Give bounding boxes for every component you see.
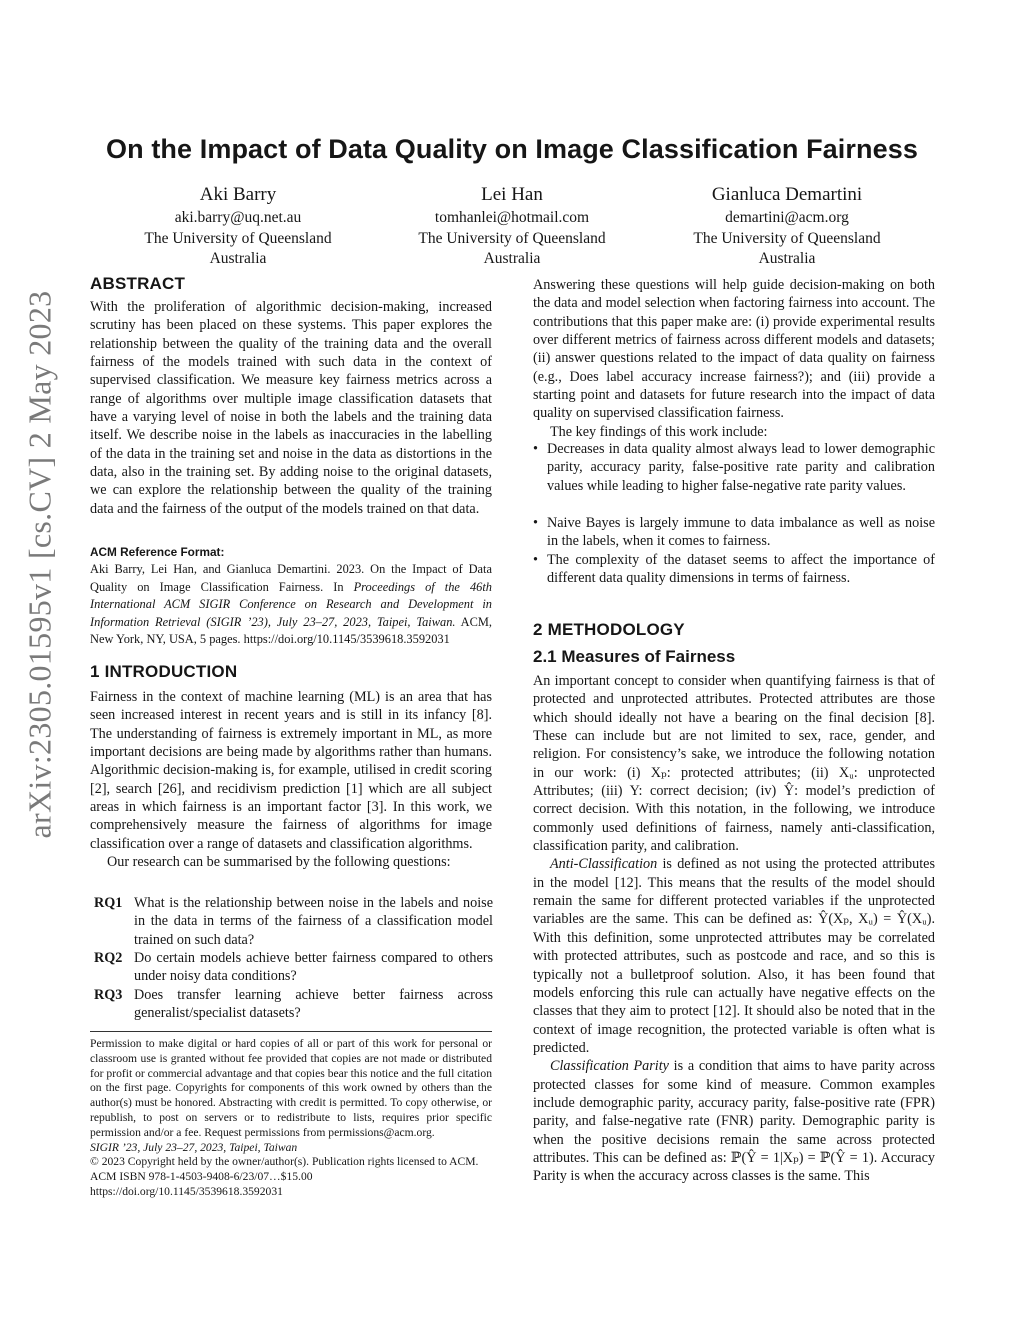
conference-line: SIGIR ’23, July 23–27, 2023, Taipei, Taiwan [90, 1140, 298, 1154]
author-country: Australia [483, 250, 541, 267]
acm-ref-heading: ACM Reference Format: [90, 545, 225, 559]
rq-text: What is the relationship between noise in the labels and noise in the data in terms of the fairness of a classification model trained on such data? [134, 895, 493, 948]
measures-body [533, 672, 935, 1186]
footnote [90, 1037, 492, 1200]
permission-notice: Permission to make digital or hard copies of all or part of this work for personal or classroom use is granted without fee provided that copies are not made or distributed for profit or commercial advantage and that copies bear this notice and the full citation on the first page. Copyrights for components of this work owned by others than the author(s) must be honored. Abstracting with credit is permitted. To copy otherwise, or republish, to post on servers or to redistribute to lists, requires prior specific permission and/or a fee. Request permissions from permissions@acm.org. [90, 1037, 492, 1139]
intro-paragraph: Fairness in the context of machine learning (ML) is an area that has seen increased interest in recent years and is still in its infancy [8]. The understanding of fairness is extremely important in ML, as more important decisions are being made by algorithms rather than humans. Algorithmic decision-making is, for example, utilised in credit scoring [2], search [26], and recidivism prediction [1] which are all subject areas in which fairness is an important factor [3]. In this work, we comprehensively measure the fairness of algorithms for image classification over a range of datasets and classification algorithms. [90, 689, 492, 852]
bullet-icon: • [533, 441, 538, 457]
author-affiliation: The University of Queensland [144, 229, 332, 247]
author-name: Gianluca Demartini [711, 184, 863, 205]
paper-title: On the Impact of Data Quality on Image Classification Fairness [106, 134, 918, 164]
author-name: Lei Han [481, 184, 543, 205]
term: Classification Parity [550, 1058, 669, 1075]
doi-line: https://doi.org/10.1145/3539618.3592031 [90, 1184, 283, 1198]
intro-body [90, 688, 492, 871]
contributions-paragraph: Answering these questions will help guide decision-making on both the data and model selection when factoring fairness into account. The contributions that this paper make are: (i) provide experimental results over different metrics of fairness across different models and datasets; (ii) answer questions related to the impact of data quality on fairness (e.g., Does label accuracy increase fairness?); and (iii) provide a starting point and datasets for future research into the impact of data quality on supervised classification fairness. [533, 277, 935, 422]
acm-ref-authors: Aki Barry, Lei Han, and Gianluca Demartini. 2023. On the Impact of Data Quality on Image Classification Fairness. In [90, 562, 492, 594]
arxiv-stamp: arXiv:2305.01595v1 [cs.CV] 2 May 2023 [21, 290, 58, 839]
author-email: demartini@acm.org [725, 209, 849, 226]
rq-text: Does transfer learning achieve better fairness across generalist/specialist datasets? [134, 987, 493, 1022]
author-block [362, 182, 662, 270]
contributions [533, 276, 935, 441]
intro-paragraph: Our research can be summarised by the following questions: [107, 854, 451, 871]
term: Anti-Classification [550, 856, 658, 873]
abstract-paragraph: With the proliferation of algorithmic decision-making, increased scrutiny has been placed on these systems. This paper explores the relationship between the quality of the training data and the overall fairness of the models trained with such data in the context of supervised classification. We measure key fairness metrics across a range of algorithms over multiple image classification datasets that have a varying level of noise in both the labels and the training data itself. We describe noise in the labels as inaccuracies in the labelling of the data in the training set and noise in the data as distortions in the data, also in the training set. By adding noise to the original datasets, we can explore the relationship between the quality of the training data and the fairness of the output of the models trained on that data. [90, 299, 492, 517]
author-block [88, 182, 388, 270]
isbn-line: ACM ISBN 978-1-4503-9408-6/23/07…$15.00 [90, 1170, 313, 1184]
author-name: Aki Barry [199, 184, 277, 205]
research-question [94, 894, 494, 950]
paragraph-text: is a condition that aims to have parity across protected classes for some kind of measure. Common examples include demographic parity, accuracy parity, false-positive rate (FPR) parity, and false-negative rate (FNR) parity. Demographic parity is when the positive decisions remain the same across protected attributes. This can be defined as: ℙ(Ŷ = 1|Xₚ) = ℙ(Ŷ = 1). Accuracy Parity is when the accuracy across classes is the same. This [533, 1058, 935, 1185]
abstract-text [90, 298, 492, 518]
list-item-text: Decreases in data quality almost always lead to lower demographic parity, accuracy parity, false-positive rate parity and calibration values while leading to higher false-negative rate parity values. [547, 441, 935, 494]
measures-heading: 2.1 Measures of Fairness [533, 647, 736, 666]
acm-ref-text [90, 561, 492, 649]
acm-ref-venue: Proceedings of the 46th International ACM SIGIR Conference on Research and Development in Information Retrieval (SIGIR ’23), July 23–27, 2023, Taipei, Taiwan. [90, 579, 492, 629]
list-item-text: Naive Bayes is largely immune to data imbalance as well as noise in the labels, when it comes to fairness. [547, 515, 935, 550]
author-country: Australia [758, 250, 816, 267]
author-email: tomhanlei@hotmail.com [434, 209, 590, 226]
classification-parity-paragraph [533, 1057, 935, 1185]
intro-heading: 1 INTRODUCTION [90, 662, 238, 681]
author-block [637, 182, 937, 270]
abstract-heading: ABSTRACT [90, 274, 186, 293]
author-country: Australia [209, 250, 267, 267]
bullet-icon: • [533, 515, 538, 531]
paragraph-text: is defined as not using the protected attributes in the model [12]. This means that the results of the model should remain the same for different protected variables if the unprotected variables are the same. This can be defined as: Ŷ(Xₚ, Xᵤ) = Ŷ(Xᵤ). With this definition, some unprotected attributes may be correlated with protected attributes, such as postcode and race, and so this is typically not a bulletproof solution. Also, it has been found that models enforcing this rule can actually have negative effects on the classes that they aim to protect [12]. It should also be noted that in the context of image recognition, the protected variable is often what is predicted. [533, 856, 935, 1056]
bullet-icon: • [533, 552, 538, 568]
findings-intro: The key findings of this work include: [550, 423, 768, 440]
measures-paragraph: An important concept to consider when quantifying fairness is that of protected and unprotected attributes. Protected attributes are those which should ideally not have a bearing on the final decision [8]. These can include but are not limited to sex, race, gender, and religion. For consistency’s sake, we introduce the following notation in our work: (i) Xₚ: protected attributes; (ii) Xᵤ: unprotected Attributes; (iii) Y: correct decision; (iv) Ŷ: model’s prediction of correct decision. With this notation, in the following, we introduce commonly used definitions of fairness, namely anti-classification, classification parity, and calibration. [533, 673, 935, 855]
anti-classification-paragraph [533, 855, 935, 1057]
methodology-heading: 2 METHODOLOGY [533, 620, 685, 639]
author-affiliation: The University of Queensland [418, 229, 606, 247]
author-email: aki.barry@uq.net.au [174, 209, 302, 226]
list-item-text: The complexity of the dataset seems to affect the importance of different data quality dimensions in terms of fairness. [547, 552, 935, 587]
rq-label: RQ2 [94, 950, 123, 966]
research-question [94, 986, 494, 1024]
footnote-divider [90, 1031, 492, 1032]
rq-text: Do certain models achieve better fairness compared to others under noisy data conditions? [134, 950, 493, 985]
acm-ref-tail: ACM, New York, NY, USA, 5 pages. https://doi.org/10.1145/3539618.3592031 [90, 614, 492, 647]
research-question [94, 949, 494, 987]
rq-label: RQ1 [94, 895, 123, 911]
findings-list [533, 440, 935, 590]
rq-label: RQ3 [94, 987, 123, 1003]
author-affiliation: The University of Queensland [693, 229, 881, 247]
copyright-line: © 2023 Copyright held by the owner/author(s). Publication rights licensed to ACM. [90, 1155, 479, 1169]
